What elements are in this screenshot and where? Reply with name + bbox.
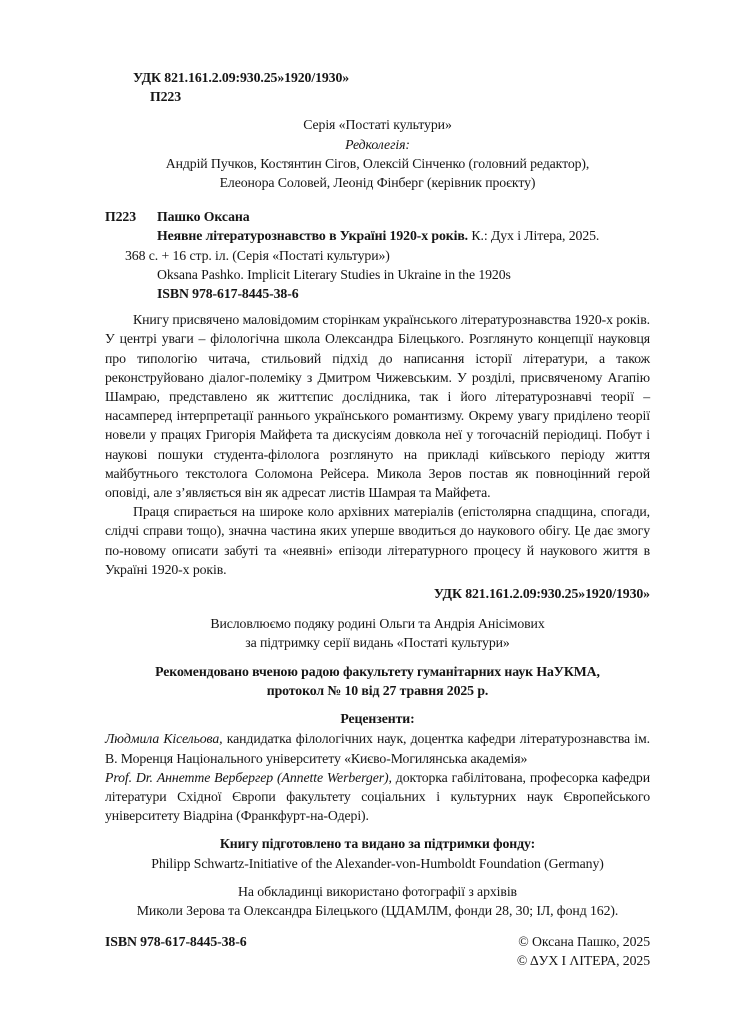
- book-title-line: [157, 226, 650, 245]
- acknowledgment-line-1: Висловлюємо подяку родині Ольги та Андрія Анісімових: [210, 616, 545, 632]
- cover-credit-line-2: Миколи Зерова та Олександра Білецького (ЦДАМЛМ, фонди 28, 30; ІЛ, фонд 162).: [136, 902, 619, 918]
- copyright-block: [517, 932, 650, 970]
- catalog-code: П223: [105, 209, 137, 225]
- udc-bottom-line: УДК 821.161.2.09:930.25»1920/1930»: [433, 586, 650, 602]
- footer-isbn: ISBN 978-617-8445-38-6: [105, 934, 247, 950]
- reviewer-2: [105, 768, 650, 826]
- funding-block: [105, 834, 650, 872]
- book-title-english: Oksana Pashko. Implicit Literary Studies in Ukraine in the 1920s: [157, 266, 511, 282]
- book-imprint: К.: Дух і Літера, 2025.: [468, 228, 600, 244]
- book-collation: 368 с. + 16 стр. іл. (Серія «Постаті культури»): [125, 247, 390, 263]
- annotation-paragraph-1: Книгу присвячено маловідомим сторінкам українського літературознавства 1920-х років. У центрі уваги – філологічна школа Олександра Білецького. Розглянуто концепції науковця про типологію читача, стильовий підхід до написання історії літератури, а також реконструйовано діалог-полеміку з Дмитром Чижевським. У розділі, присвяченому Агапію Шамраю, представлено як життєпис дослідника, так і його літературознавчі теорії – насамперед інтерпретації раннього українського романтизму. Окрему увагу приділено теорії новели у працях Григорія Майфета та дискусіям довкола неї у тогочасній періодиці. Побут і наукові пошуки студента-філолога розглянуто на прикладі київського періоду життя майбутнього текстолога Соломона Рейсера. Микола Зеров постав як повноцінний герой оповіді, але зʼявляється він як адресат листів Шамрая та Майфета.: [105, 312, 650, 501]
- catalog-code-author-row: [105, 207, 650, 226]
- series-title: Серія «Постаті культури»: [303, 117, 452, 133]
- reviewer-2-name: Prof. Dr. Аннетте Вербергер (Annette Werberger),: [105, 769, 392, 785]
- cover-credit-block: [105, 882, 650, 920]
- recommendation-line-1: Рекомендовано вченою радою факультету гуманітарних наук НаУКМА,: [155, 663, 600, 679]
- acknowledgment-block: [105, 614, 650, 652]
- acknowledgment-line-2: за підтримку серії видань «Постаті культури»: [245, 635, 510, 651]
- book-isbn: ISBN 978-617-8445-38-6: [157, 286, 299, 302]
- series-block: [105, 115, 650, 192]
- reviewers-heading: Рецензенти:: [340, 711, 415, 727]
- copyright-publisher: © ΔУХ І ΛІТЕРА, 2025: [516, 953, 650, 969]
- editorial-board-line-1: Андрій Пучков, Костянтин Сігов, Олексій Сінченко (головний редактор),: [165, 155, 590, 171]
- reviewer-1-description: кандидатка філологічних наук, доцентка кафедри літературознавства ім. В. Моренця Національного університету «Києво-Могилянська академія»: [105, 731, 651, 766]
- book-title: Неявне літературознавство в Україні 1920-х років.: [157, 228, 469, 244]
- copyright-author: © Оксана Пашко, 2025: [518, 934, 650, 950]
- recommendation-block: [105, 662, 650, 700]
- udc-block: [105, 68, 650, 106]
- reviewer-1-name: Людмила Кісельова,: [105, 731, 223, 747]
- cover-credit-line-1: На обкладинці використано фотографії з архівів: [238, 883, 517, 899]
- funding-heading: Книгу підготовлено та видано за підтримки фонду:: [219, 836, 536, 852]
- funding-line: Philipp Schwartz-Initiative of the Alexander-von-Humboldt Foundation (Germany): [151, 855, 604, 871]
- footer-row: [105, 932, 650, 970]
- annotation-block: [105, 310, 650, 579]
- reviewer-2-description: докторка габілітована, професорка кафедри літератури Східної Європи факультету соціальних і культурних наук Європейського університету Віадріна (Франкфурт-на-Одері).: [105, 769, 650, 824]
- udc-classification-code: П223: [150, 89, 182, 105]
- udc-top-line: УДК 821.161.2.09:930.25»1920/1930»: [133, 70, 350, 85]
- reviewers-block: [105, 729, 650, 825]
- catalog-entry: [105, 207, 650, 303]
- editorial-board-line-2: Елеонора Соловей, Леонід Фінберг (керівник проєкту): [219, 175, 536, 191]
- annotation-paragraph-2: Праця спирається на широке коло архівних матеріалів (епістолярна спадщина, спогади, слідчі справи тощо), значна частина яких уперше вводиться до наукового обігу. Це дає змогу по-новому описати забуті та «неявні» епізоди літературного процесу й наукового життя в Україні 1920-х років.: [105, 504, 650, 577]
- editorial-board-label: Редколегія:: [345, 136, 410, 152]
- reviewer-1: [105, 729, 650, 767]
- catalog-author: Пашко Оксана: [157, 209, 250, 225]
- recommendation-line-2: протокол № 10 від 27 травня 2025 р.: [266, 682, 489, 698]
